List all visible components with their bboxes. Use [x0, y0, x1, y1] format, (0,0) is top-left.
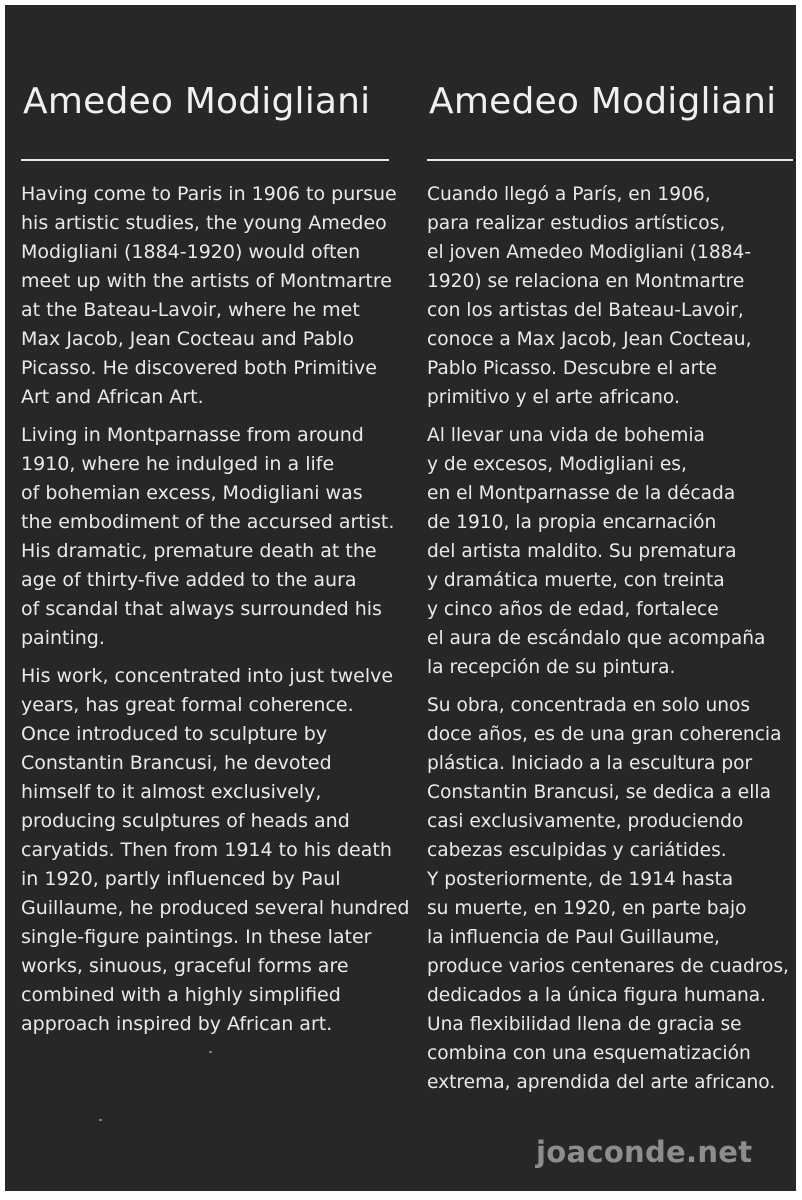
- text-line: Su obra, concentrada en solo unos: [427, 695, 751, 716]
- text-line: Guillaume, he produced several hundred: [21, 897, 410, 919]
- text-line: of bohemian excess, Modigliani was: [21, 482, 363, 504]
- dust-speck: [99, 1119, 102, 1121]
- text-line: Max Jacob, Jean Cocteau and Pablo: [21, 328, 354, 350]
- text-line: primitivo y el arte africano.: [427, 387, 680, 408]
- text-line: Modigliani (1884-1920) would often: [21, 241, 361, 263]
- text-line: approach inspired by African art.: [21, 1013, 333, 1035]
- text-line: y de excesos, Modigliani es,: [427, 454, 687, 475]
- dust-speck: [209, 1051, 212, 1053]
- text-line: combined with a highly simplified: [21, 984, 341, 1006]
- text-line: extrema, aprendida del arte africano.: [427, 1072, 776, 1093]
- text-line: caryatids. Then from 1914 to his death: [21, 839, 392, 861]
- text-line: Once introduced to sculpture by: [21, 723, 328, 745]
- text-line: 1910, where he indulged in a life: [21, 453, 335, 475]
- spanish-paragraph-3: [427, 691, 796, 1097]
- text-line: produce varios centenares de cuadros,: [427, 956, 789, 977]
- museum-placard: [5, 5, 796, 1191]
- english-title-divider: [21, 159, 389, 161]
- text-line: Y posteriormente, de 1914 hasta: [427, 869, 734, 890]
- text-line: Cuando llegó a París, en 1906,: [427, 184, 711, 205]
- text-line: Constantin Brancusi, he devoted: [21, 752, 332, 774]
- text-line: su muerte, en 1920, en parte bajo: [427, 898, 747, 919]
- text-line: con los artistas del Bateau-Lavoir,: [427, 300, 744, 321]
- text-line: el aura de escándalo que acompaña: [427, 628, 766, 649]
- text-line: age of thirty-five added to the aura: [21, 569, 357, 591]
- text-line: 1920) se relaciona en Montmartre: [427, 271, 745, 292]
- text-line: y cinco años de edad, fortalece: [427, 599, 719, 620]
- text-line: works, sinuous, graceful forms are: [21, 955, 349, 977]
- text-line: Art and African Art.: [21, 386, 204, 408]
- spanish-title-divider: [427, 159, 793, 161]
- text-line: himself to it almost exclusively,: [21, 781, 322, 803]
- text-line: Al llevar una vida de bohemia: [427, 425, 705, 446]
- english-title: Amedeo Modigliani: [23, 81, 371, 122]
- spanish-paragraph-1: [427, 180, 796, 412]
- text-line: de 1910, la propia encarnación: [427, 512, 717, 533]
- text-line: conoce a Max Jacob, Jean Cocteau,: [427, 329, 752, 350]
- text-line: single-figure paintings. In these later: [21, 926, 372, 948]
- text-line: del artista maldito. Su prematura: [427, 541, 737, 562]
- english-body: [21, 180, 410, 1048]
- spanish-title: Amedeo Modigliani: [429, 81, 777, 122]
- text-line: at the Bateau-Lavoir, where he met: [21, 299, 360, 321]
- text-line: cabezas esculpidas y cariátides.: [427, 840, 727, 861]
- text-line: of scandal that always surrounded his: [21, 598, 382, 620]
- text-line: la recepción de su pintura.: [427, 657, 676, 678]
- text-line: Living in Montparnasse from around: [21, 424, 364, 446]
- text-line: the embodiment of the accursed artist.: [21, 511, 395, 533]
- text-line: en el Montparnasse de la década: [427, 483, 736, 504]
- text-line: combina con una esquematización: [427, 1043, 751, 1064]
- text-line: Pablo Picasso. Descubre el arte: [427, 358, 717, 379]
- text-line: in 1920, partly influenced by Paul: [21, 868, 341, 890]
- text-line: y dramática muerte, con treinta: [427, 570, 725, 591]
- text-line: painting.: [21, 627, 105, 649]
- text-line: el joven Amedeo Modigliani (1884-: [427, 242, 752, 263]
- spanish-body: [427, 180, 796, 1106]
- watermark-text: joaconde.net: [536, 1135, 753, 1169]
- text-line: para realizar estudios artísticos,: [427, 213, 726, 234]
- text-line: Una flexibilidad llena de gracia se: [427, 1014, 742, 1035]
- text-line: dedicados a la única figura humana.: [427, 985, 767, 1006]
- english-paragraph-3: [21, 662, 410, 1039]
- text-line: la influencia de Paul Guillaume,: [427, 927, 720, 948]
- text-line: His dramatic, premature death at the: [21, 540, 377, 562]
- text-line: years, has great formal coherence.: [21, 694, 354, 716]
- text-line: his artistic studies, the young Amedeo: [21, 212, 387, 234]
- text-line: plástica. Iniciado a la escultura por: [427, 753, 753, 774]
- text-line: producing sculptures of heads and: [21, 810, 350, 832]
- spanish-paragraph-2: [427, 421, 796, 682]
- text-line: casi exclusivamente, produciendo: [427, 811, 744, 832]
- english-paragraph-1: [21, 180, 396, 412]
- text-line: His work, concentrated into just twelve: [21, 665, 394, 687]
- text-line: doce años, es de una gran coherencia: [427, 724, 782, 745]
- text-line: Constantin Brancusi, se dedica a ella: [427, 782, 771, 803]
- text-line: meet up with the artists of Montmartre: [21, 270, 392, 292]
- text-line: Having come to Paris in 1906 to pursue: [21, 183, 397, 205]
- english-paragraph-2: [21, 421, 396, 653]
- text-line: Picasso. He discovered both Primitive: [21, 357, 377, 379]
